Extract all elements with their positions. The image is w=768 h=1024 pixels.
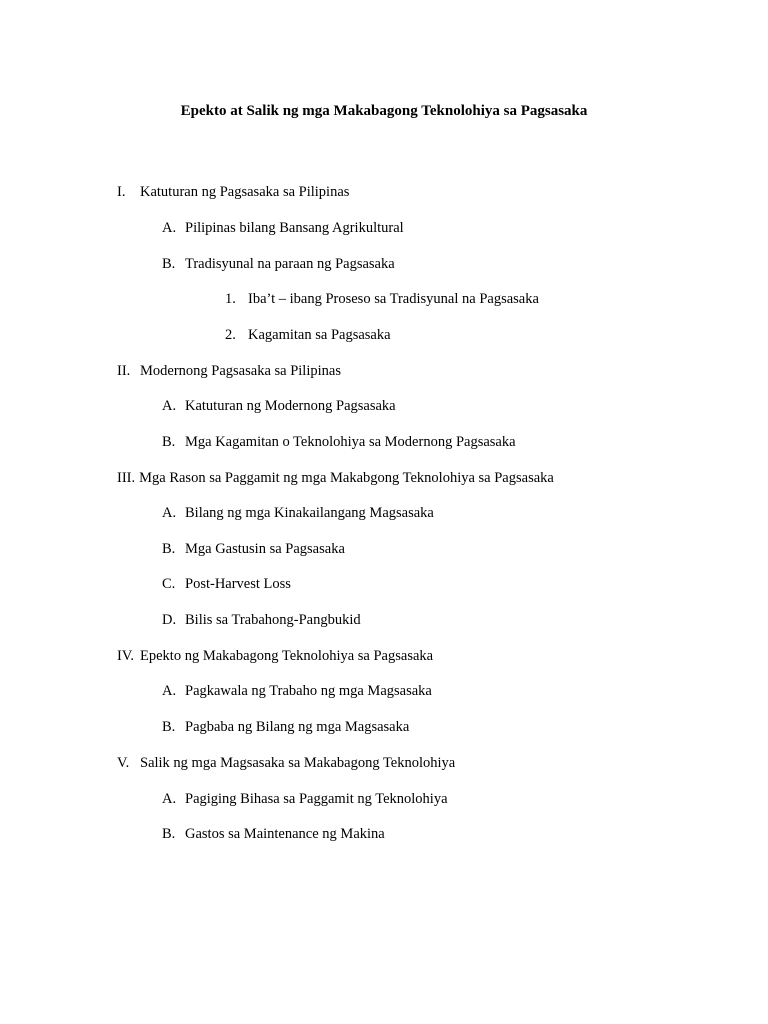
item-marker: B.	[162, 826, 176, 842]
section-marker: I.	[117, 184, 126, 200]
outline-item	[162, 218, 404, 238]
subitem-text: Iba’t – ibang Proseso sa Tradisyunal na Pagsasaka	[248, 291, 539, 307]
section-text: Katuturan ng Pagsasaka sa Pilipinas	[140, 184, 350, 200]
section-heading-iii	[117, 468, 554, 488]
outline-item	[162, 254, 395, 274]
outline-item	[162, 717, 409, 737]
item-text: Mga Kagamitan o Teknolohiya sa Modernong Pagsasaka	[185, 434, 516, 450]
item-marker: A.	[162, 683, 177, 699]
section-text: Salik ng mga Magsasaka sa Makabagong Teknolohiya	[140, 755, 456, 771]
section-text: Modernong Pagsasaka sa Pilipinas	[140, 363, 341, 379]
section-marker: V.	[117, 755, 130, 771]
section-heading-v	[117, 753, 455, 773]
item-marker: B.	[162, 434, 176, 450]
subitem-marker: 1.	[225, 291, 236, 307]
outline-item	[162, 539, 345, 559]
item-marker: A.	[162, 791, 177, 807]
outline-item	[162, 681, 432, 701]
section-text: Mga Rason sa Paggamit ng mga Makabgong Teknolohiya sa Pagsasaka	[139, 470, 554, 486]
item-marker: C.	[162, 576, 176, 592]
item-text: Pagiging Bihasa sa Paggamit ng Teknolohiya	[185, 791, 448, 807]
item-text: Tradisyunal na paraan ng Pagsasaka	[185, 256, 395, 272]
item-text: Pagbaba ng Bilang ng mga Magsasaka	[185, 719, 410, 735]
item-text: Bilang ng mga Kinakailangang Magsasaka	[185, 505, 434, 521]
section-marker: III.	[117, 470, 136, 486]
outline-subitem	[225, 289, 539, 309]
item-marker: A.	[162, 398, 177, 414]
outline-item	[162, 574, 291, 594]
outline-subitem	[225, 325, 391, 345]
document-title: Epekto at Salik ng mga Makabagong Teknolohiya sa Pagsasaka	[180, 103, 588, 119]
section-text: Epekto ng Makabagong Teknolohiya sa Pagsasaka	[140, 648, 434, 664]
outline-item	[162, 824, 385, 844]
item-marker: D.	[162, 612, 177, 628]
outline-item	[162, 610, 361, 630]
item-marker: A.	[162, 505, 177, 521]
item-text: Pilipinas bilang Bansang Agrikultural	[185, 220, 404, 236]
subitem-text: Kagamitan sa Pagsasaka	[248, 327, 391, 343]
section-marker: II.	[117, 363, 131, 379]
item-marker: B.	[162, 256, 176, 272]
item-text: Bilis sa Trabahong-Pangbukid	[185, 612, 361, 628]
item-text: Gastos sa Maintenance ng Makina	[185, 826, 385, 842]
outline-item	[162, 503, 434, 523]
item-marker: B.	[162, 541, 176, 557]
subitem-marker: 2.	[225, 327, 236, 343]
outline-item	[162, 432, 516, 452]
item-text: Post-Harvest Loss	[185, 576, 291, 592]
section-marker: IV.	[117, 648, 135, 664]
item-text: Katuturan ng Modernong Pagsasaka	[185, 398, 396, 414]
outline-item	[162, 396, 396, 416]
section-heading-iv	[117, 646, 433, 666]
section-heading-i	[117, 182, 349, 202]
item-text: Pagkawala ng Trabaho ng mga Magsasaka	[185, 683, 432, 699]
item-marker: A.	[162, 220, 177, 236]
item-marker: B.	[162, 719, 176, 735]
section-heading-ii	[117, 361, 341, 381]
item-text: Mga Gastusin sa Pagsasaka	[185, 541, 345, 557]
outline-item	[162, 789, 448, 809]
